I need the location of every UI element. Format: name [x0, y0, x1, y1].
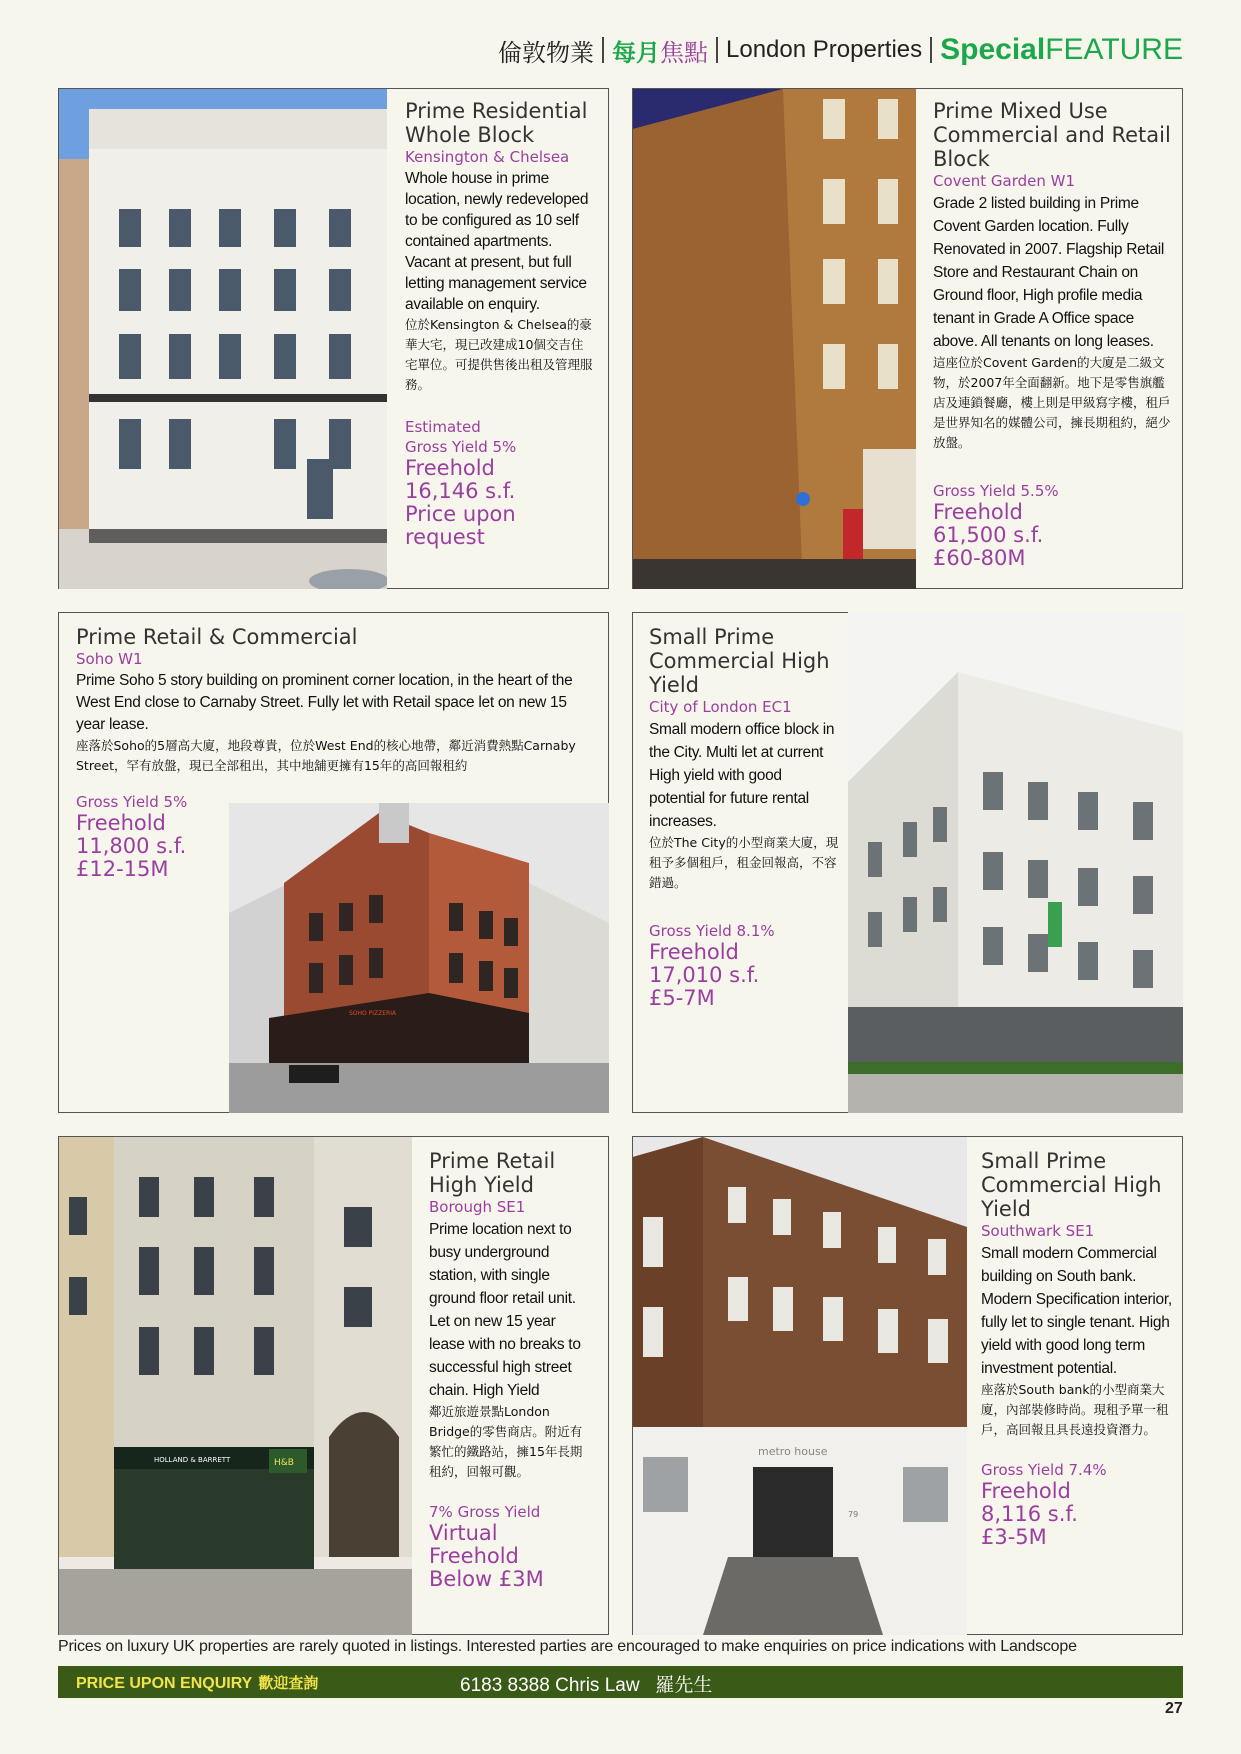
property-photo-kensington — [59, 89, 387, 589]
header-divider — [602, 37, 604, 63]
borough-shop-sign: HOLLAND & BARRETT — [154, 1456, 231, 1464]
listing-card-city-of-london[interactable] — [632, 612, 1183, 1113]
listing-tenure: Freehold — [933, 500, 1023, 524]
listing-card-southwark[interactable] — [632, 1136, 1183, 1635]
listing-yield: Gross Yield 5% — [405, 438, 517, 456]
listing-description-zh: 鄰近旅遊景點London Bridge的零售商店。附近有繁忙的鐵路站，擁15年長期租約，回報可觀。 — [429, 1404, 583, 1479]
listing-yield: 7% Gross Yield — [429, 1503, 541, 1521]
property-photo-city-of-london — [848, 612, 1183, 1113]
listing-yield: Gross Yield 8.1% — [649, 922, 775, 940]
listing-location: Southwark SE1 — [981, 1222, 1095, 1240]
southwark-building-number: 79 — [848, 1510, 859, 1519]
enquiry-label-zh: 歡迎查詢 — [258, 1675, 319, 1692]
header-divider — [716, 37, 718, 63]
southwark-building-sign: metro house — [758, 1445, 828, 1458]
listing-text-southwark — [981, 1149, 1176, 1549]
listing-yield: Gross Yield 5.5% — [933, 482, 1059, 500]
header-zh-monthly-b: 焦點 — [660, 39, 708, 67]
listing-location: City of London EC1 — [649, 698, 792, 716]
listing-tenure: Freehold — [405, 456, 495, 480]
header-special: Special — [940, 33, 1046, 66]
listing-description: Small modern Commercial building on South bank. Modern Specification interior, fully let to single tenant. High yield with good long term investment potential. — [981, 1245, 1172, 1377]
pricing-footnote: Prices on luxury UK properties are rarely quoted in listings. Interested parties are encouraged to make enquiries on price indications with Landscope — [58, 1638, 1077, 1655]
listing-yield: Gross Yield 7.4% — [981, 1461, 1107, 1479]
listing-text-covent-garden — [933, 99, 1173, 570]
property-photo-borough — [59, 1137, 412, 1635]
listing-description: Small modern office block in the City. Multi let at current High yield with good potential for future rental increases. — [649, 721, 835, 830]
listing-price: £60-80M — [933, 546, 1026, 570]
listing-card-kensington[interactable] — [58, 88, 609, 589]
listing-price: £5-7M — [649, 986, 715, 1010]
listing-size: 17,010 s.f. — [649, 963, 760, 987]
borough-shop-sign-2: H&B — [274, 1458, 294, 1468]
listing-yield: Gross Yield 5% — [76, 793, 188, 811]
listing-price: Price upon request — [405, 502, 516, 549]
listing-description-zh: 座落於Soho的5層高大廈，地段尊貴，位於West End的核心地帶，鄰近消費熱點Carnaby Street，罕有放盤，現已全部租出，其中地舖更擁有15年的高回報租約 — [76, 738, 576, 773]
listing-text-kensington — [405, 99, 595, 549]
listing-price: Below £3M — [429, 1567, 544, 1591]
listing-tenure: Freehold — [76, 811, 166, 835]
listing-card-covent-garden[interactable] — [632, 88, 1183, 589]
listing-location: Borough SE1 — [429, 1198, 526, 1216]
listing-yield-line: Estimated — [405, 418, 481, 436]
enquiry-label-en: PRICE UPON ENQUIRY — [76, 1675, 253, 1692]
listing-text-borough — [429, 1149, 594, 1591]
listing-title: Prime Retail High Yield — [429, 1149, 556, 1197]
property-photo-southwark — [633, 1137, 967, 1635]
property-photo-covent-garden — [633, 89, 916, 589]
listing-description-zh: 位於The City的小型商業大廈，現租予多個租戶，租金回報高，不容錯過。 — [649, 835, 839, 890]
header-zh-monthly-a: 每月 — [612, 39, 660, 67]
listing-price: £12-15M — [76, 857, 169, 881]
listing-location: Kensington & Chelsea — [405, 148, 570, 166]
listing-description-zh: 位於Kensington & Chelsea的豪華大宅，現已改建成10個交吉住宅單位。可提供售後出租及管理服務。 — [405, 317, 593, 392]
header-zh-title: 倫敦物業 — [498, 39, 594, 67]
property-photo-soho — [229, 803, 609, 1113]
listing-description: Whole house in prime location, newly redeveloped to be configured as 10 self contained apartments. Vacant at present, but full letting management service available on enquiry. — [405, 170, 589, 313]
listing-title: Prime Retail & Commercial — [76, 625, 358, 649]
listing-location: Soho W1 — [76, 650, 143, 668]
listing-text-city-of-london — [649, 625, 839, 1010]
listing-title: Small Prime Commercial High Yield — [649, 625, 830, 697]
soho-shop-sign: SOHO PIZZERIA — [349, 1010, 397, 1017]
listing-size: 61,500 s.f. — [933, 523, 1044, 547]
listing-size: 8,116 s.f. — [981, 1502, 1078, 1526]
enquiry-label — [76, 1672, 318, 1693]
listing-title: Small Prime Commercial High Yield — [981, 1149, 1162, 1221]
listing-description: Prime location next to busy underground station, with single ground floor retail unit. Let on new 15 year lease with no breaks to successful high street chain. High Yield — [429, 1221, 581, 1399]
header-feature: FEATURE — [1045, 33, 1183, 66]
listing-description-zh: 這座位於Covent Garden的大廈是二級文物，於2007年全面翻新。地下是零售旗艦店及連鎖餐廳，樓上則是甲級寫字樓，租戶是世界知名的媒體公司，擁長期租約，絕少放盤。 — [933, 355, 1171, 450]
listing-tenure: Freehold — [649, 940, 739, 964]
listing-description-zh: 座落於South bank的小型商業大廈，內部裝修時尚。現租予單一租戶，高回報且具長遠投資潛力。 — [981, 1382, 1169, 1437]
header-section: London Properties — [726, 36, 923, 63]
enquiry-bar — [58, 1666, 1183, 1698]
listing-size: 11,800 s.f. — [76, 834, 187, 858]
listing-description: Prime Soho 5 story building on prominent corner location, in the heart of the West End close to Carnaby Street. Fully let with Retail space let on new 15 year lease. — [76, 672, 573, 733]
listing-card-borough[interactable] — [58, 1136, 609, 1635]
listing-title: Prime Mixed Use Commercial and Retail Block — [933, 99, 1171, 171]
listing-title: Prime Residential Whole Block — [405, 99, 588, 147]
listing-price: £3-5M — [981, 1525, 1047, 1549]
header-divider — [930, 37, 932, 63]
page-number: 27 — [1165, 1700, 1183, 1717]
listing-location: Covent Garden W1 — [933, 172, 1076, 190]
contact-phone[interactable]: 6183 8388 Chris Law 羅先生 — [460, 1675, 713, 1696]
listing-tenure: Freehold — [981, 1479, 1071, 1503]
listing-description: Grade 2 listed building in Prime Covent Garden location. Fully Renovated in 2007. Flagship Retail Store and Restaurant Chain on Ground floor, High profile media tenant in Grade A Office space above. All tenants on long leases. — [933, 195, 1165, 350]
listing-size: 16,146 s.f. — [405, 479, 516, 503]
listing-card-soho[interactable] — [58, 612, 609, 1113]
listing-tenure: Virtual Freehold — [429, 1521, 519, 1568]
page-header — [498, 30, 1183, 70]
